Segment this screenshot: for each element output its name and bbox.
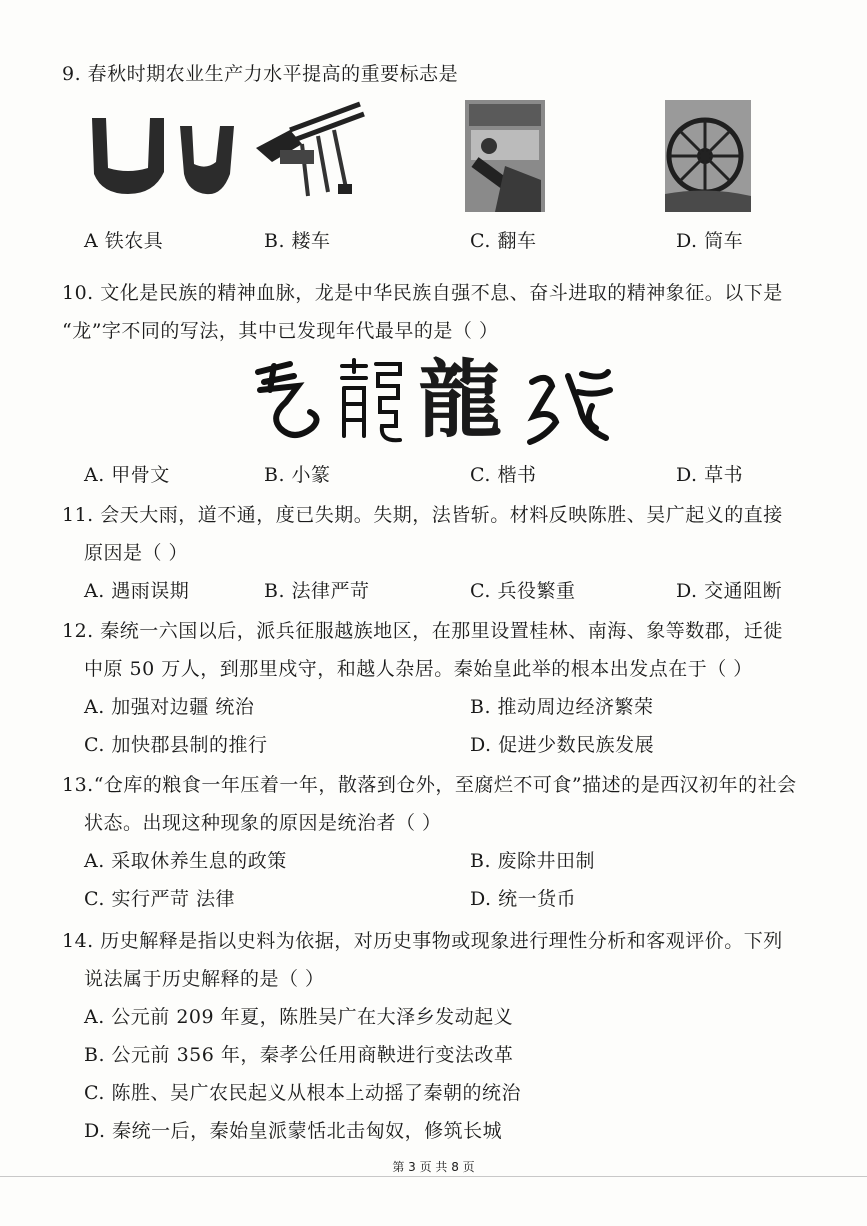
option-c: C. 陈胜、吴广农民起义从根本上动摇了秦朝的统治 (84, 1082, 521, 1104)
question-10-options (62, 456, 807, 494)
question-11-options (62, 572, 807, 610)
question-14-stem-line2: 说法属于历史解释的是（ ） (84, 968, 325, 990)
page-footer: 第 3 页 共 8 页 (392, 1160, 475, 1174)
question-10 (62, 274, 807, 350)
water-wheel-image (665, 100, 751, 212)
option-a: A. 公元前 209 年夏，陈胜吴广在大泽乡发动起义 (84, 1006, 514, 1028)
question-13 (62, 766, 807, 918)
question-9-options (62, 222, 807, 260)
question-9-stem: 9. 春秋时期农业生产力水平提高的重要标志是 (62, 63, 459, 85)
question-10-stem-line2: “龙”字不同的写法，其中已发现年代最早的是（ ） (62, 320, 499, 342)
option-a: A. 甲骨文 (84, 464, 170, 486)
option-c: C. 楷书 (470, 464, 537, 486)
question-12 (62, 612, 807, 764)
question-10-stem-line1: 10. 文化是民族的精神血脉，龙是中华民族自强不息、奋斗进取的精神象征。以下是 (62, 282, 783, 304)
option-c: C. 实行严苛 法律 (84, 888, 235, 910)
question-9-figures (80, 100, 800, 218)
option-a: A 铁农具 (84, 230, 164, 252)
option-d: D. 草书 (676, 464, 744, 486)
option-d: D. 统一货币 (470, 888, 577, 910)
seed-drill-image (250, 100, 370, 210)
option-d: D. 筒车 (676, 230, 744, 252)
option-c: C. 翻车 (470, 230, 537, 252)
question-14 (62, 922, 807, 1150)
option-b: B. 废除井田制 (470, 850, 596, 872)
option-d: D. 交通阻断 (676, 580, 783, 602)
cursive-dragon-glyph (522, 362, 618, 450)
question-11 (62, 496, 807, 610)
option-a: A. 遇雨误期 (84, 580, 190, 602)
option-b: B. 小篆 (264, 464, 331, 486)
question-9 (62, 55, 807, 93)
question-11-stem-line2: 原因是（ ） (84, 542, 189, 564)
option-a: A. 采取休养生息的政策 (84, 850, 287, 872)
option-b: B. 公元前 356 年，秦孝公任用商鞅进行变法改革 (84, 1044, 514, 1066)
dragon-character-scripts (250, 352, 630, 452)
question-12-stem-line1: 12. 秦统一六国以后，派兵征服越族地区，在那里设置桂林、南海、象等数郡，迁徙 (62, 620, 783, 642)
footer-divider (0, 1176, 867, 1177)
question-13-stem-line1: 13.“仓库的粮食一年压着一年，散落到仓外，至腐烂不可食”描述的是西汉初年的社会 (62, 774, 797, 796)
option-c: C. 加快郡县制的推行 (84, 734, 268, 756)
option-a: A. 加强对边疆 统治 (84, 696, 255, 718)
option-d: D. 促进少数民族发展 (470, 734, 655, 756)
option-b: B. 耧车 (264, 230, 331, 252)
option-b: B. 法律严苛 (264, 580, 370, 602)
square-pallet-chain-pump-image (465, 100, 545, 212)
regular-script-dragon-glyph: 龍 (418, 350, 503, 449)
option-b: B. 推动周边经济繁荣 (470, 696, 654, 718)
question-12-stem-line2: 中原 50 万人，到那里戍守，和越人杂居。秦始皇此举的根本出发点在于（ ） (84, 658, 753, 680)
option-d: D. 秦统一后，秦始皇派蒙恬北击匈奴，修筑长城 (84, 1120, 503, 1142)
small-seal-dragon-glyph (336, 356, 406, 448)
oracle-bone-dragon-glyph (250, 358, 326, 450)
question-13-stem-line2: 状态。出现这种现象的原因是统治者（ ） (84, 812, 442, 834)
question-11-stem-line1: 11. 会天大雨，道不通，度已失期。失期，法皆斩。材料反映陈胜、吴广起义的直接 (62, 504, 783, 526)
iron-tool-image (88, 112, 248, 202)
question-14-stem-line1: 14. 历史解释是指以史料为依据，对历史事物或现象进行理性分析和客观评价。下列 (62, 930, 783, 952)
option-c: C. 兵役繁重 (470, 580, 576, 602)
